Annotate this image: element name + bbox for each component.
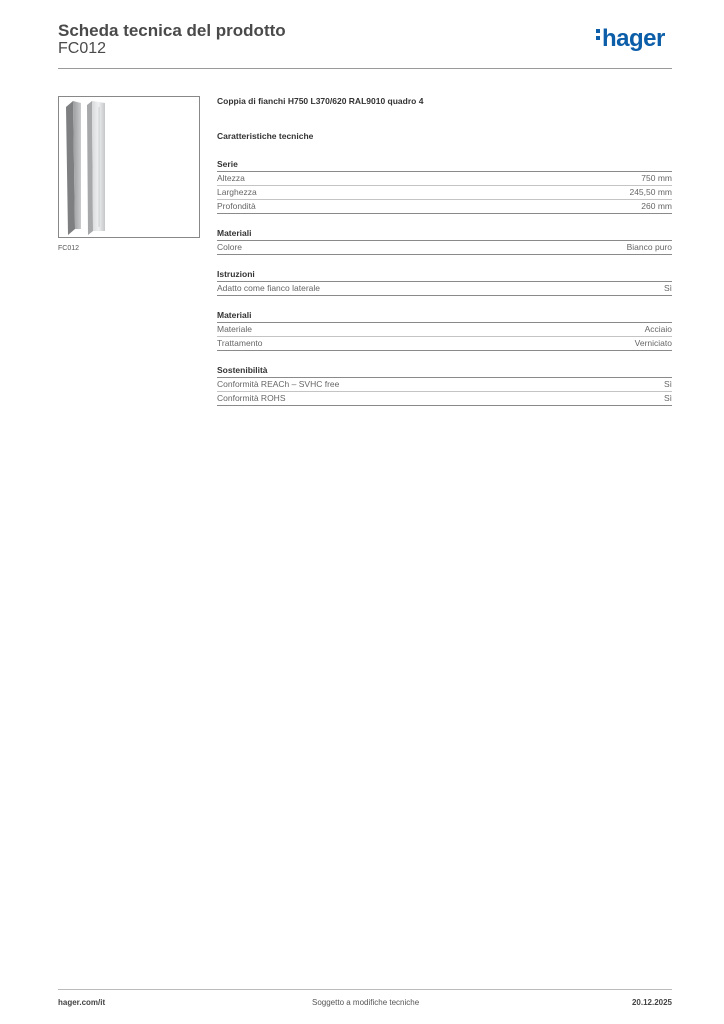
- spec-row: [217, 282, 672, 296]
- spec-row: [217, 323, 672, 337]
- spec-label: Profondità: [217, 201, 256, 211]
- features-title: Caratteristiche tecniche: [217, 131, 314, 141]
- section-title: Materiali: [217, 310, 672, 323]
- spec-label: Trattamento: [217, 338, 263, 348]
- spec-row: [217, 172, 672, 186]
- spec-section: [217, 310, 672, 351]
- footer-website-link[interactable]: hager.com/it: [58, 998, 106, 1007]
- footer-divider: [58, 989, 672, 990]
- header-divider: [58, 68, 672, 69]
- spec-value: 260 mm: [641, 201, 672, 211]
- spec-value: Bianco puro: [626, 242, 672, 252]
- logo-dots-icon: [596, 29, 600, 43]
- product-description: Coppia di fianchi H750 L370/620 RAL9010 quadro 4: [217, 96, 424, 106]
- footer-date: 20.12.2025: [631, 998, 672, 1007]
- specs-content: [217, 94, 672, 406]
- spec-section: [217, 269, 672, 296]
- spec-section: [217, 159, 672, 214]
- section-title: Sostenibilità: [217, 365, 672, 378]
- spec-row: [217, 392, 672, 406]
- spec-value: Sì: [663, 393, 672, 403]
- spec-label: Materiale: [217, 324, 252, 334]
- spec-value: 245,50 mm: [629, 187, 672, 197]
- spec-row: [217, 186, 672, 200]
- spec-value: Acciaio: [644, 324, 672, 334]
- logo-text: hager: [602, 25, 665, 52]
- spec-label: Conformità REACh – SVHC free: [217, 379, 340, 389]
- spec-label: Altezza: [217, 173, 245, 183]
- spec-row: [217, 378, 672, 392]
- hager-logo[interactable]: [596, 27, 665, 51]
- spec-label: Conformità ROHS: [217, 393, 286, 403]
- page-title: Scheda tecnica del prodotto: [58, 21, 286, 40]
- spec-row: [217, 200, 672, 214]
- spec-value: Verniciato: [634, 338, 672, 348]
- spec-label: Adatto come fianco laterale: [217, 283, 321, 293]
- spec-row: [217, 241, 672, 255]
- spec-value: Sì: [663, 379, 672, 389]
- section-title: Serie: [217, 159, 672, 172]
- spec-row: [217, 337, 672, 351]
- spec-section: [217, 228, 672, 255]
- spec-value: Sì: [663, 283, 672, 293]
- side-panels-pair-image: [59, 97, 199, 237]
- product-image: [58, 96, 200, 238]
- section-title: Materiali: [217, 228, 672, 241]
- spec-value: 750 mm: [641, 173, 672, 183]
- image-caption: FC012: [58, 245, 80, 252]
- section-title: Istruzioni: [217, 269, 672, 282]
- product-code: FC012: [58, 40, 107, 57]
- spec-label: Colore: [217, 242, 243, 252]
- spec-section: [217, 365, 672, 406]
- spec-label: Larghezza: [217, 187, 257, 197]
- footer-note: Soggetto a modifiche tecniche: [312, 998, 420, 1007]
